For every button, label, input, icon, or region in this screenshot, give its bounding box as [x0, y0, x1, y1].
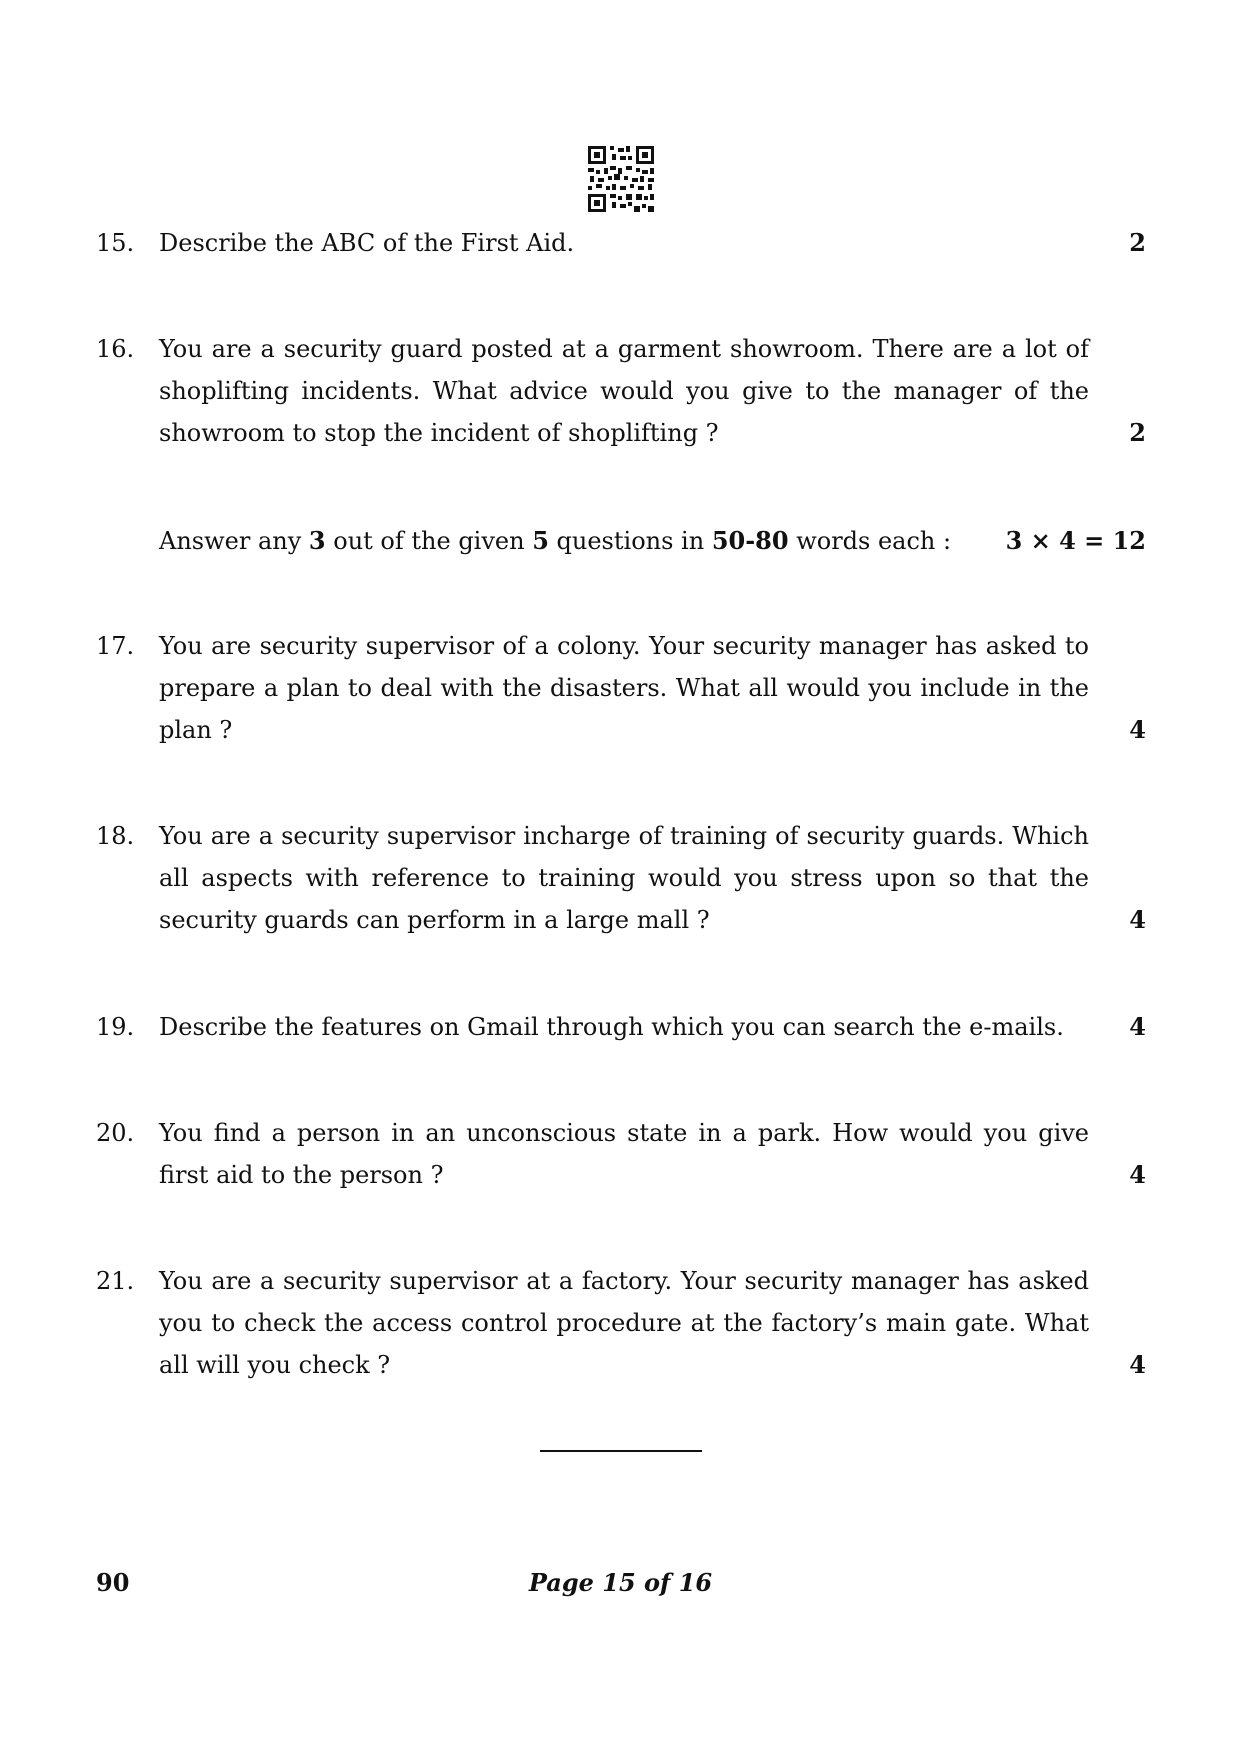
- instruction-total: 5: [532, 526, 549, 555]
- question-text: Describe the ABC of the First Aid.: [159, 229, 575, 257]
- instruction-suffix: words each :: [788, 527, 952, 555]
- instruction-words: 50-80: [711, 526, 789, 555]
- question-18: [96, 815, 1146, 941]
- question-marks: 2: [1129, 418, 1146, 447]
- question-20: [96, 1112, 1146, 1196]
- question-number: 18.: [96, 822, 135, 850]
- marks-formula: 3 × 4 = 12: [1005, 526, 1146, 555]
- question-text: You are a security guard posted at a garment showroom. There are a lot of shoplifting incidents. What advice would you give to the manager of the showroom to stop the incident of shoplifting ?: [159, 335, 1089, 447]
- question-text: You are security supervisor of a colony. Your security manager has asked to prepare a plan to deal with the disasters. What all would you include in the plan ?: [159, 632, 1089, 744]
- question-text: You find a person in an unconscious state in a park. How would you give first aid to the person ?: [159, 1119, 1089, 1189]
- question-19: [96, 1006, 1146, 1048]
- instruction-mid1: out of the given: [325, 527, 533, 555]
- question-number: 16.: [96, 335, 135, 363]
- paper-code: 90: [96, 1568, 130, 1597]
- question-marks: 4: [1129, 1350, 1146, 1379]
- question-marks: 4: [1129, 905, 1146, 934]
- question-marks: 4: [1129, 1012, 1146, 1041]
- question-number: 19.: [96, 1013, 135, 1041]
- question-number: 21.: [96, 1267, 135, 1295]
- question-21: [96, 1260, 1146, 1386]
- page-number: Page 15 of 16: [528, 1568, 713, 1597]
- question-16: [96, 328, 1146, 454]
- instruction-count: 3: [308, 526, 326, 555]
- question-marks: 4: [1129, 715, 1146, 744]
- question-marks: 4: [1129, 1160, 1146, 1189]
- end-divider: [540, 1450, 702, 1452]
- qr-code-icon: [588, 146, 654, 212]
- question-text: Describe the features on Gmail through which you can search the e-mails.: [159, 1013, 1064, 1041]
- question-number: 20.: [96, 1119, 135, 1147]
- question-number: 15.: [96, 229, 135, 257]
- question-15: [96, 222, 1146, 264]
- question-17: [96, 625, 1146, 751]
- instruction-prefix: Answer any: [159, 527, 309, 555]
- question-text: You are a security supervisor incharge of training of security guards. Which all aspects with reference to training would you stress upon so that the security guards can perform in a large mall ?: [159, 822, 1089, 934]
- question-text: You are a security supervisor at a factory. Your security manager has asked you to check the access control procedure at the factory’s main gate. What all will you check ?: [159, 1267, 1089, 1379]
- question-marks: 2: [1129, 228, 1146, 257]
- question-number: 17.: [96, 632, 135, 660]
- instruction-mid2: questions in: [548, 527, 712, 555]
